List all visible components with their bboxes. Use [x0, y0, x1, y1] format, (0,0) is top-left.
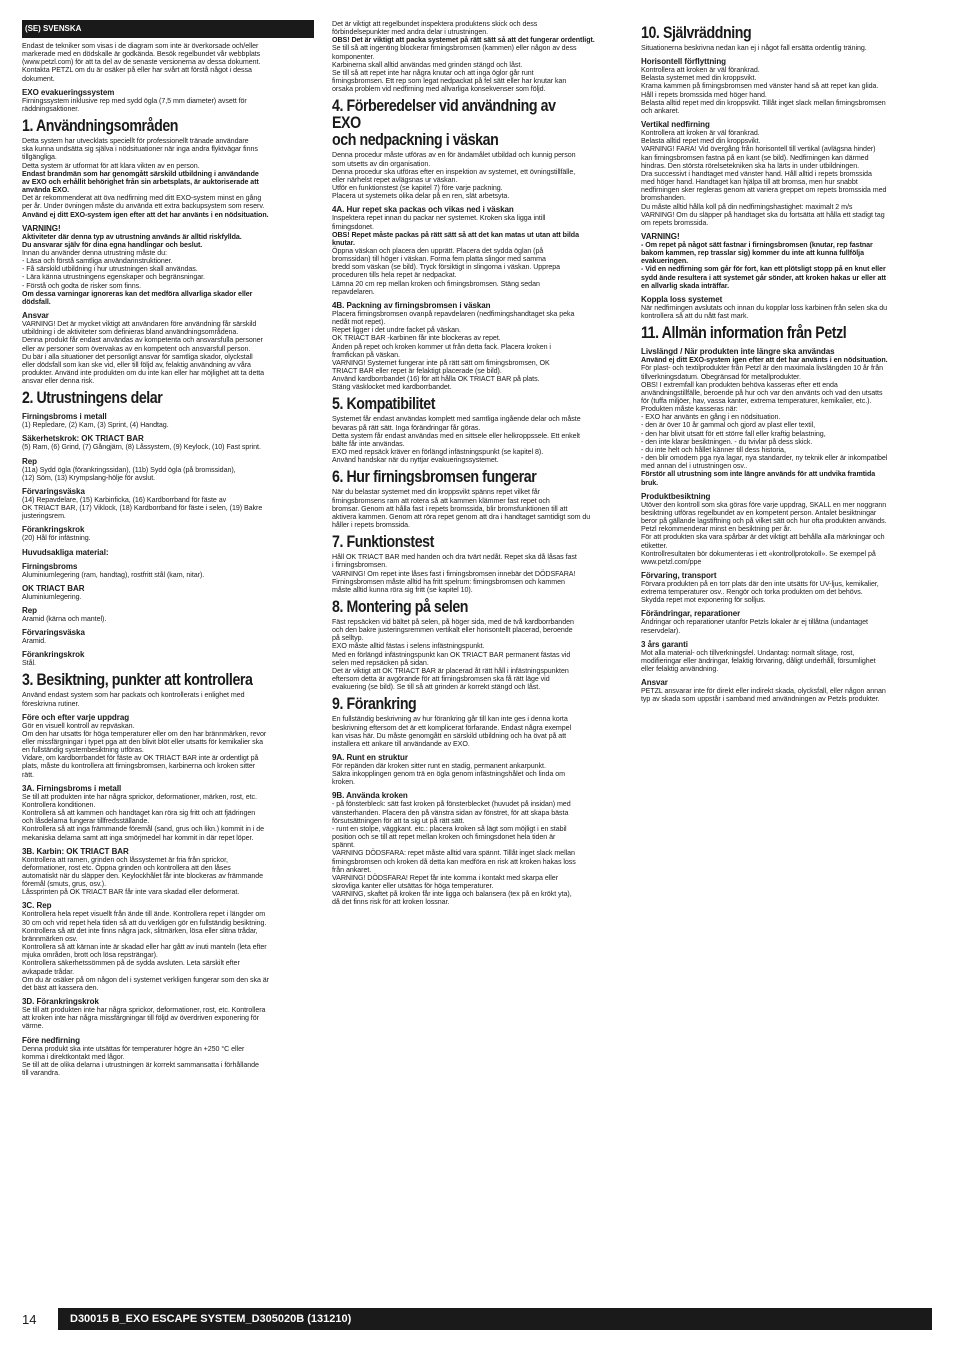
paragraph: För repänden där kroken sitter runt en stadig, permanent ankarpunkt. Säkra inkopplingen genom trä en ögla genom infästningshålet och linda om kroken.	[332, 762, 566, 787]
bold-paragraph: Om dessa varningar ignoreras kan det medföra allvarliga skador eller dödsfall.	[22, 289, 253, 306]
section-heading: 6. Hur firningsbromsen fungerar	[332, 468, 537, 487]
paragraph: Inspektera repet innan du packar ner systemet. Kroken ska ligga intill firningsdonet.	[332, 214, 546, 231]
section-heading: 9. Förankring	[332, 695, 417, 714]
document-reference: D30015 B_EXO ESCAPE SYSTEM_D305020B (131210)	[58, 1308, 932, 1330]
paragraph: Gör en visuell kontroll av repväskan. Om den har utsatts för höga temperaturer eller om den har brännmärken, revor eller missfärgningar i typet pga att den blivit blöt eller utsatts för kemikalier ska en fullständig systembesiktning utföras. Vidare, om kardborrbandet för fäste av OK TRIACT BAR inte är ordentligt på plats, måste du kontrollera att firningsbromsen, karbinerna och kroken sitter rätt.	[22, 721, 267, 779]
subheading: 3 års garanti	[641, 639, 688, 649]
paragraph: Det är viktigt att regelbundet inspektera produktens skick och dess förbindelsepunkter med andra delar i utrustningen.	[332, 20, 538, 37]
language-header: (SE) SVENSKA	[22, 20, 314, 38]
bold-paragraph: Förstör all utrustning som inte längre används för att undvika framtida bruk.	[641, 470, 876, 487]
subheading: Förvaring, transport	[641, 570, 717, 580]
section-heading: 4. Förberedelser vid användning av EXO och nedpackning i väskan	[332, 97, 556, 150]
paragraph: Kontrollera att kroken är väl förankrad. Belasta systemet med din kroppsvikt. Krama kammen på firningsbromsen med vänster hand så att repet kan glida. Håll i repets bromssida med höger hand. Belasta alltid repet med din kroppsvikt. Tillåt inget slack mellan firningsbromsen och ankaret.	[641, 66, 886, 115]
subheading: Koppla loss systemet	[641, 294, 723, 304]
bold-paragraph: - Om repet på något sätt fastnar i firningsbromsen (knutar, rep fastnar bakom kammen, rep trasslar sig) kommer du inte att kunna fullfölja evakueringen. - Vid en nedfirning som går för fort, kan ett plötsligt stopp på en knut eller sydd ände resultera i att systemet går sönder, att kroken hakas ur eller att en allvarlig skada inträffar.	[641, 240, 886, 290]
subheading: Förvaringsväska	[22, 486, 85, 496]
paragraph: Aramid (kärna och mantel).	[22, 614, 107, 623]
paragraph: Denna produkt ska inte utsättas för temperaturer högre än +250 °C eller komma i direktkontakt med lågor. Se till att de olika delarna i utrustningen är korrekt sammansatta i förhållande till varandra.	[22, 1044, 259, 1077]
subheading: Livslängd / När produkten inte längre ska användas	[641, 347, 835, 357]
section-heading: 1. Användningsområden	[22, 117, 179, 136]
paragraph: (14) Repavdelare, (15) Karbinficka, (16) Kardborrband för fäste av OK TRIACT BAR, (17) Viklock, (18) Kardborrband för fäste i selen, (19) Bakre justeringsrem.	[22, 495, 263, 521]
paragraph: Placera firningsbromsen ovanpå repavdelaren (nedfirningshandtaget ska peka nedåt mot repet). Repet ligger i det undre facket på väskan. OK TRIACT BAR -karbinen får inte blockeras av repet. Änden på repet och kroken kommer ut från detta fack. Placera kroken i framfickan på väskan. VARNING! Systemet fungerar inte på rätt sätt om firningsbromsen, OK TRIACT BAR eller repet är felaktigt placerade (se bild). Använd kardborrbandet (16) för att hålla OK TRIACT BAR på plats. Stäng väsklocket med kardborrbandet.	[332, 309, 575, 392]
subheading: Horisontell förflyttning	[641, 57, 727, 67]
subheading: Förändringar, reparationer	[641, 609, 741, 619]
page-footer	[22, 1308, 932, 1330]
paragraph: (20) Hål för infästning.	[22, 534, 91, 543]
paragraph: En fullständig beskrivning av hur förankring går till kan inte ges i denna korta beskrivning eftersom det är ett komplicerat förfarande. Endast några exempel kan visas här. Du måste genomgått en särskild utbildning och ha övat på att installera ett ankare till användande av EXO.	[332, 715, 572, 748]
paragraph: Aramid.	[22, 637, 47, 646]
subheading: 4B. Packning av firningsbromsen i väskan	[332, 300, 491, 310]
bold-paragraph: Använd ej ditt EXO-system igen efter att det har använts i en nödsituation.	[641, 356, 888, 365]
paragraph: Detta system har utvecklats speciellt för professionellt tränade användare ska kunna undsätta sig själva i nödsituationer när inga andra flyktvägar finns tillgängliga. Detta system är utformat för att klara vikten av en person.	[22, 137, 258, 170]
subheading: Firningsbroms i metall	[22, 412, 107, 422]
column-1	[22, 20, 314, 1077]
paragraph: Förvara produkten på en torr plats där den inte utsätts för UV-ljus, kemikalier, extrema temperaturer osv.. Rengör och torka produkten om det behövs. Skydda repet mot exponering för solljus.	[641, 579, 879, 605]
column-3	[641, 20, 933, 704]
section-heading: 5. Kompatibilitet	[332, 395, 436, 414]
bold-paragraph: OBS! Repet måste packas på rätt sätt så att det kan matas ut utan att bilda knutar.	[332, 230, 579, 247]
subheading: Huvudsakliga material:	[22, 547, 109, 557]
paragraph: Fäst repsäcken vid bältet på selen, på höger sida, med de två kardborrbanden och den bakre justeringsremmen vertikalt eller horisontellt placerad, beroende på selltyp. EXO måste alltid fästas i selens infästningspunkt. Med en förlängd infästningspunkt kan OK TRIACT BAR permanent fästas vid selen med repsäcken på sidan. Det är viktigt att OK TRIACT BAR är placerad åt rätt håll i infästningspunkten eftersom detta är avgörande för att firningsbromsen ska få rätt läge vid evakuering (se bild). Se till så att grinden är korrekt stängd och låst.	[332, 617, 574, 692]
subheading: Rep	[22, 605, 37, 615]
column-2-content	[332, 20, 624, 907]
section-heading: 2. Utrustningens delar	[22, 389, 163, 408]
subheading: 9A. Runt en struktur	[332, 753, 408, 762]
section-heading: 7. Funktionstest	[332, 533, 434, 552]
paragraph: Se till att produkten inte har några sprickor, deformationer, rost, etc. Kontrollera att kroken inte har några missfärgningar till följd av överdriven exponering för värme.	[22, 1006, 266, 1031]
paragraph: VARNING! Det är mycket viktigt att användaren före användning får särskild utbildning i de aktiviteter som definieras bland användningsområdena. Denna produkt får endast användas av kompetenta och ansvarsfulla personer eller av personer som övervakas av en kompetent och ansvarsfull person. Du bär i alla situationer det personligt ansvar för samtliga skador, olyckstall eller dödsfall som kan ske vid, eller till följd av, felaktig användning av våra produkter. Använd inte produkten om du inte kan eller har möjlighet att ta detta ansvar eller denna risk.	[22, 320, 265, 386]
bold-paragraph: Använd ej ditt EXO-system igen efter att det har använts i en nödsituation.	[22, 210, 269, 219]
paragraph: Situationerna beskrivna nedan kan ej i något fall ersätta ordentlig träning.	[641, 44, 867, 52]
subheading: OK TRIACT BAR	[22, 583, 85, 593]
section-heading: 10. Självräddning	[641, 24, 752, 42]
subheading: 4A. Hur repet ska packas och vikas ned i väskan	[332, 205, 514, 215]
paragraph: Använd endast system som har packats och kontrollerats i enlighet med föreskrivna rutiner.	[22, 691, 245, 708]
subheading: 3D. Förankringskrok	[22, 997, 99, 1007]
paragraph: Kontrollera att ramen, grinden och låssystemet är fria från sprickor, deformationer, rost etc. Öppna grinden och kontrollera att den låses automatiskt när du släpper den. Keylockhålet får inte blockeras av främmande föremål (smuts, grus, osv.). Låssprinten på OK TRIACT BAR får inte vara skadad eller deformerat.	[22, 855, 264, 897]
subheading: Rep	[22, 456, 37, 466]
paragraph: Endast de tekniker som visas i de diagram som inte är överkorsade och/eller markerade med en dödskalle är godkända. Besök regelbundet vår webbplats (www.petzl.com) för att ta del av de senaste versionerna av dessa dokument. Kontakta PETZL om du är osäker på eller har svårt att förstå något i dessa dokument.	[22, 42, 261, 83]
subheading: Ansvar	[641, 678, 668, 688]
subheading: VARNING!	[22, 223, 61, 233]
subheading: 3A. Firningsbroms i metall	[22, 783, 122, 793]
paragraph: Firningssystem inklusive rep med sydd ögla (7,5 mm diameter) avsett för räddningsaktioner.	[22, 96, 247, 113]
bold-paragraph: Endast brandmän som har genomgått särskild utbildning i användande av EXO och erhållit behörighet från sin arbetsplats, är auktoriserade att använda EXO.	[22, 169, 259, 195]
paragraph: Stål.	[22, 659, 36, 668]
paragraph: Utöver den kontroll som ska göras före varje uppdrag, SKALL en mer noggrann besiktning utföras regelbundet av en kompetent person. Antalet besiktningar beror på gällande lagstiftning och på vilket sätt och hur ofta produkten används. Petzl rekommenderar minst en besiktning per år. För att produkten ska vara spårbar är det viktigt att behålla alla märkningar och etiketter. Kontrollresultaten bör dokumenteras i ett «kontrollprotokoll». Se exempel på www.petzl.com/ppe	[641, 500, 887, 566]
paragraph: Denna procedur måste utföras av en för ändamålet utbildad och kunnig person som utsetts av din organisation. Denna procedur ska utföras efter en inspektion av systemet, ett övningstillfälle, eller närhelst repet avlägsnas ur väskan. Utför en funktionstest (se kapitel 7) före varje packning. Placera ut systemets olika delar på en ren, slät arbetsyta.	[332, 151, 576, 201]
subheading: Förankringskrok	[22, 525, 85, 535]
subheading: Firningsbroms	[22, 561, 78, 571]
subheading: Produktbesiktning	[641, 491, 711, 501]
subheading: Ansvar	[22, 311, 49, 321]
bold-paragraph: OBS! Det är viktigt att packa systemet på rätt sätt så att det fungerar ordentligt.	[332, 36, 595, 45]
paragraph: Aluminiumlegering.	[22, 592, 82, 601]
subheading: Före och efter varje uppdrag	[22, 712, 130, 722]
subheading: Vertikal nedfirning	[641, 120, 710, 130]
subheading: EXO evakueringssystem	[22, 87, 115, 97]
subheading: 3B. Karbin: OK TRIACT BAR	[22, 846, 129, 856]
paragraph: Kontrollera hela repet visuellt från ände till ände. Kontrollera repet i längder om 30 cm och vrid repet hela tiden så att du verkligen gör en fullständig besiktning. Kontrollera så att det inte finns några jack, slitmärken, lösa eller slitna trådar, brännmärken osv. Kontrollera så att kärnan inte är skadad eller har gått av inuti manteln (leta efter mjuka områden, brott och lösa repsträngar). Kontrollera säkerhetssömmen på de sydda avsluten. Leta särskilt efter avkapade trådar. Om du är osäker på om någon del i systemet verkligen fungerar som den ska är det bäst att kassera den.	[22, 910, 269, 992]
column-2	[332, 20, 624, 907]
paragraph: Öppna väskan och placera den upprätt. Placera det sydda öglan (på bromssidan) till höger i väskan. Forma fem platta slingor med samma bredd som väskan (se bild). Tryck försiktigt in slingorna i väskan. Upprepa proceduren tills hela repet är nedpackat. Lämna 20 cm rep mellan kroken och firningsbromsen. Stäng sedan repavdelaren.	[332, 246, 561, 296]
paragraph: När nedfirningen avslutats och innan du kopplar loss karbinen från selen ska du kontrollera så att du nått fast mark.	[641, 303, 888, 321]
subheading: Säkerhetskrok: OK TRIACT BAR	[22, 434, 144, 444]
paragraph: Mot alla material- och tillverkningsfel. Undantag: normalt slitage, rost, modifieringar eller ändringar, felaktig förvaring, dåligt underhåll, försumlighet eller felaktig användning.	[641, 648, 876, 674]
bold-paragraph: Aktiviteter där denna typ av utrustning används är alltid riskfyllda. Du ansvarar själv för dina egna handlingar och beslut.	[22, 232, 242, 249]
paragraph: Aluminiumlegering (ram, handtag), rostfritt stål (kam, nitar).	[22, 570, 205, 579]
paragraph: Systemet får endast användas komplett med samtliga ingående delar och måste bevaras på rätt sätt. Inga förändringar får göras. Detta system får endast användas med en sittsele eller helkroppssele. Ett enkelt bälte får inte användas. EXO med repsäck kräver en förlängd infästningspunkt (se kapitel 8). Använd handskar när du nyttjar evakueringssystemet.	[332, 415, 581, 465]
paragraph: När du belastar systemet med din kroppsvikt spänns repet vilket får firningsbromsens ram att rotera så att kammen klämmer fast repet och bromsar. Genom att hålla fast i repets bromssida, blir bromsfunktionen till att aktivera kammen. Genom att röra repet genom att dra i handtaget samtidigt som du håller i repets bromssida.	[332, 488, 591, 530]
subheading: Före nedfirning	[22, 1035, 80, 1045]
paragraph: Ändringar och reparationer utanför Petzls lokaler är ej tillåtna (undantaget reservdelar).	[641, 618, 868, 635]
paragraph: (1) Repledare, (2) Kam, (3) Sprint, (4) Handtag.	[22, 421, 169, 430]
paragraph: Se till att produkten inte har några sprickor, deformationer, märken, rost, etc. Kontrollera konditionen. Kontrollera så att kammen och handtaget kan röra sig fritt och att fjädringen och låsdelarna fungerar tillfredsställande. Kontrollera så att inga främmande föremål (sand, grus och likn.) kommit in i de mekaniska delarna samt att inga smörjmedel har kommit in där repet löper.	[22, 792, 265, 842]
section-heading: 3. Besiktning, punkter att kontrollera	[22, 671, 253, 690]
subheading: 3C. Rep	[22, 901, 52, 911]
paragraph: (11a) Sydd ögla (förankringssidan), (11b) Sydd ögla (på bromssidan), (12) Söm, (13) Krympslang-hölje för avslut.	[22, 465, 236, 482]
paragraph: För plast- och textilprodukter från Petzl är den maximala livslängden 10 år från tillverkningsdatum. Obegränsad för metallprodukter. OBS! I extremfall kan produkten behöva kasseras efter ett enda användningstillfälle, beroende på hur och var den använts och vad den utsatts för (tuffa miljöer, hav, vassa kanter, extrema temperaturer, kemikalier, etc.). Produkten måste kasseras när: - EXO har använts en gång i en nödsituation. - den är över 10 år gammal och gjord av plast eller textil, - den har blivit utsatt för ett större fall eller kraftig belastning, - den inte klarar besiktningen. - du tvivlar på dess skick. - du inte helt och hållet känner till dess historia, - den blir omodern pga nya lagar, nya standarder, ny teknik eller är inkompatibel med annan del i utrustningen osv..	[641, 364, 888, 471]
paragraph: - på fönsterbleck: sätt fast kroken på fönsterblecket (huvudet på insidan) med vänsterhanden. Placera den på vänstra sidan av fönstret, för att skapa bästa försutsättningen för att ta sig ut på rätt sätt. - runt en stolpe, väggkant. etc.: placera kroken så lägt som möjligt i en stabil position och se till att repet mellan kroken och firningsdonet hela tiden är spännt. VARNING DÖDSFARA: repet måste alltid vara spännt. Tillåt inget slack mellan firningsbromsen och kroken då detta kan medföra en risk att kroken hakas loss från ankaret. VARNING! DÖDSFARA! Repet får inte komma i kontakt med skarpa eller skrovliga kanter eller utsättas för höga temperaturer. VARNING, skaftet på kroken får inte ligga och balansera (tex på en krökt yta), då det finns risk för att kroken lossnar.	[332, 800, 576, 907]
paragraph: Se till så att ingenting blockerar firningsbromsen (kammen) eller någon av dess komponenter. Karbinerna skall alltid användas med grinden stängd och låst. Se till så att repet inte har några knutar och att inga öglor går runt firningsbromsen. Ett rep som legat nedpackat på fel sätt eller har knutar kan orsaka problem vid nedfirning med allvarliga konsekvenser som följd.	[332, 44, 577, 94]
subheading: Förankringskrok	[22, 650, 85, 660]
paragraph: PETZL ansvarar inte för direkt eller indirekt skada, olycksfall, eller någon annan typ av skada som uppstår i samband med användningen av Petzls produkter.	[641, 687, 886, 704]
paragraph: Det är rekommenderat att öva nedfirning med ditt EXO-system minst en gång per år. Under övningen måste du använda ett extra backupsystem som reserv.	[22, 194, 265, 211]
column-1-content	[22, 42, 314, 1077]
paragraph: Kontrollera att kroken är väl förankrad. Belasta alltid repet med din kroppsvikt. VARNING! FARA! Vid övergång från horisontell till vertikal (avlägsna hinder) kan firningsbromsen fastna på en kant (se bild). Nedfirningen kan därmed hindras. Den största rörelsetekniken ska ha lärts in under utbildningen. Dra successivt i handtaget med vänster hand. Håll alltid i repets bromssida med höger hand. Handtaget kan hjälpa till att bromsa, men hur snabbt nedfirningen sker regleras genom att variera greppet om repets bromssida med bromshanden. Du måste alltid hålla koll på din nedfirningshastighet: maximalt 2 m/s VARNING! Om du släpper på handtaget ska du fortsätta att hålla ett stadigt tag om repets bromssida.	[641, 129, 887, 227]
paragraph: Håll OK TRIACT BAR med handen och dra tvärt nedåt. Repet ska då låsas fast i firningsbromsen. VARNING! Om repet inte låses fast i firningsbromsen innebär det DÖDSFARA! Firningsbromsen måste alltid ha fritt spelrum: firningsbromsen och kammen måste alltid kunna röra sig fritt (se kapitel 10).	[332, 553, 577, 594]
section-heading: 11. Allmän information från Petzl	[641, 324, 847, 343]
section-heading: 8. Montering på selen	[332, 597, 469, 616]
column-3-content	[641, 25, 933, 704]
paragraph: Innan du använder denna utrustning måste du: - Läsa och förstå samtliga användarinstruktioner. - Få särskild utbildning i hur utrustningen skall användas. - Lära känna utrustningens egenskaper och begränsningar. - Förstå och godta de risker som finns.	[22, 248, 205, 290]
subheading: 9B. Använda kroken	[332, 791, 408, 801]
paragraph: (5) Ram, (6) Grind, (7) Gångjärn, (8) Låssystem, (9) Keylock, (10) Fast sprint.	[22, 443, 261, 452]
subheading: VARNING!	[641, 231, 680, 241]
page-number: 14	[22, 1311, 37, 1327]
subheading: Förvaringsväska	[22, 628, 85, 638]
